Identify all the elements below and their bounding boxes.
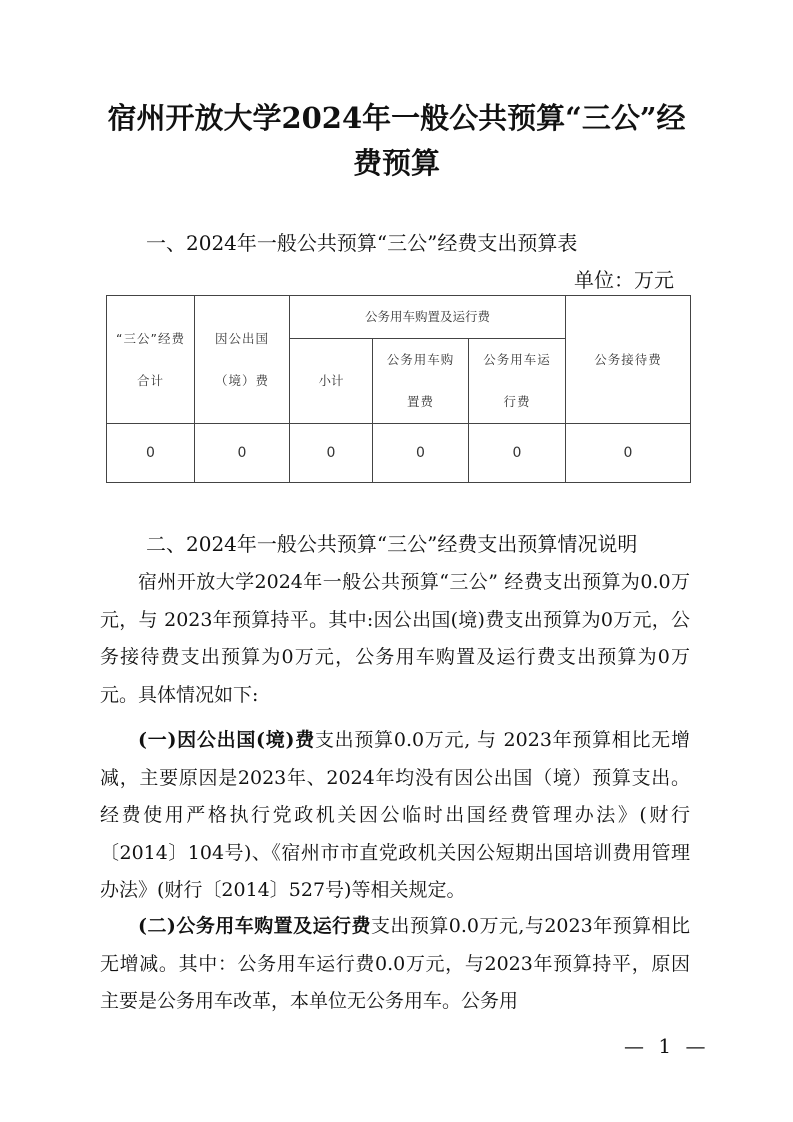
header-total: “三公”经费合计 (107, 296, 195, 424)
cell-abroad: 0 (195, 424, 290, 483)
paragraph-abroad (100, 722, 690, 910)
header-reception: 公务接待费 (566, 296, 691, 424)
budget-table (106, 295, 691, 483)
cell-subtotal: 0 (290, 424, 373, 483)
header-subtotal: 小计 (290, 339, 373, 424)
title-line-2: 费预算 (352, 146, 440, 180)
title-line-1: 宿州开放大学2024年一般公共预算“三公”经 (107, 101, 686, 135)
page-number: — 1 — (624, 1034, 710, 1058)
unit-label: 单位：万元 (574, 268, 674, 292)
header-purchase: 公务用车购置费 (373, 339, 469, 424)
section-heading-2: 二、2024年一般公共预算“三公”经费支出预算情况说明 (146, 532, 638, 556)
cell-purchase: 0 (373, 424, 469, 483)
paragraph-abroad-title: (一)因公出国(境)费 (138, 729, 315, 751)
table-row (107, 424, 691, 483)
paragraph-overview: 宿州开放大学2024年一般公共预算“三公” 经费支出预算为0.0万元，与 2023年预算持平。其中:因公出国(境)费支出预算为0万元，公务接待费支出预算为0万元，公务用车购置及运行费支出预算为0万元。具体情况如下: (100, 571, 690, 706)
header-operation: 公务用车运行费 (469, 339, 566, 424)
document-title (60, 96, 733, 186)
section-heading-1: 一、2024年一般公共预算“三公”经费支出预算表 (146, 231, 578, 255)
paragraph-abroad-body: 支出预算0.0万元, 与 2023年预算相比无增减，主要原因是2023年、2024年均没有因公出国（境）预算支出。经费使用严格执行党政机关因公临时出国经费管理办法》(财行〔2014〕104号)、《宿州市市直党政机关因公短期出国培训费用管理办法》(财行〔2014〕527号)等相关规定。 (100, 729, 690, 901)
cell-operation: 0 (469, 424, 566, 483)
header-abroad: 因公出国（境）费 (195, 296, 290, 424)
paragraph-vehicle-title: (二)公务用车购置及运行费 (138, 915, 371, 937)
paragraph-vehicle-body: 支出预算0.0万元,与2023年预算相比无增减。其中：公务用车运行费0.0万元，与2023年预算持平，原因主要是公务用车改革，本单位无公务用车。公务用 (100, 915, 690, 1012)
cell-reception: 0 (566, 424, 691, 483)
header-vehicle-group: 公务用车购置及运行费 (290, 296, 566, 339)
cell-total: 0 (107, 424, 195, 483)
paragraph-vehicle (100, 908, 690, 1021)
